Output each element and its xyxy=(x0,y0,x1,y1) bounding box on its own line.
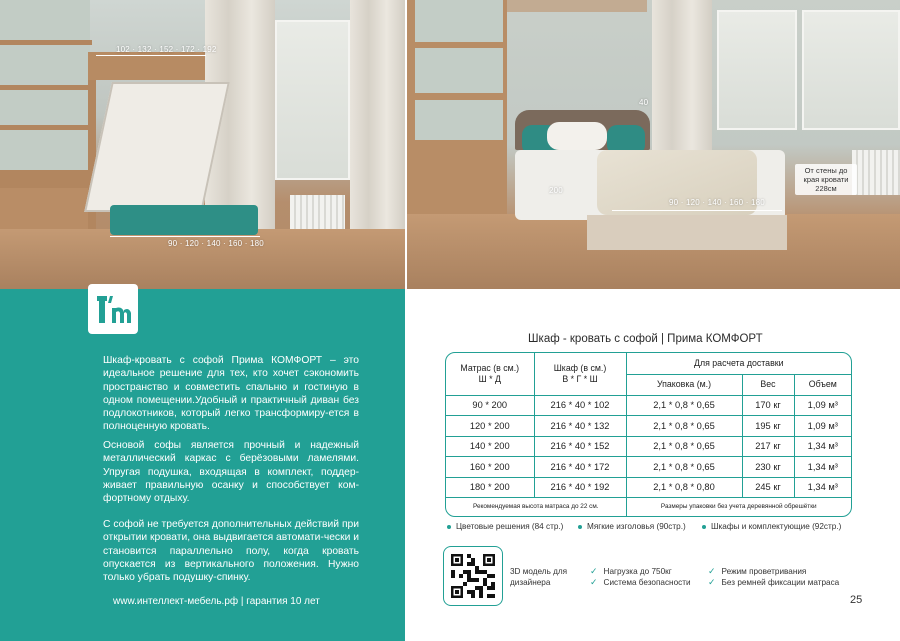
cell-wardrobe: 216 * 40 * 102 xyxy=(534,395,626,416)
link-wardrobes-label: Шкафы и комплектующие (92стр.) xyxy=(711,522,842,531)
cell-volume: 1,34 м³ xyxy=(794,436,851,457)
dims-bed-label: 90 · 120 · 140 · 160 · 180 xyxy=(669,198,765,207)
link-wardrobes[interactable] xyxy=(702,522,841,531)
bullet-icon xyxy=(447,525,451,529)
cell-pack: 2,1 * 0,8 * 0,65 xyxy=(626,395,742,416)
feature-ventilation: ✓ Режим проветривания xyxy=(708,566,807,576)
check-icon: ✓ xyxy=(708,577,716,587)
brand-logo xyxy=(88,284,138,334)
table-title: Шкаф - кровать с софой | Прима КОМФОРТ xyxy=(528,333,763,345)
description-paragraph-2: Основой софы является прочный и надежный металлический каркас с берёзовыми ламелями. Упругая подушка, входящая в комплект, поддер-живает правильную осанку и способствует ком-фортному отдыху. xyxy=(103,440,359,505)
bullet-icon xyxy=(702,525,706,529)
cell-volume: 1,09 м³ xyxy=(794,395,851,416)
cell-volume: 1,34 м³ xyxy=(794,457,851,478)
description-paragraph-1: Шкаф-кровать с софой Прима КОМФОРТ – это идеальное решение для тех, кто хочет сэкономить пространство и совместить спальню и гостиную в одном помещении.Удобный и практичный диван без подлокотников, который легко трансформиру-ется в полноценную кровать. xyxy=(103,355,359,433)
cell-mattress: 90 * 200 xyxy=(446,395,534,416)
check-icon: ✓ xyxy=(590,577,598,587)
header-pack: Упаковка (м.) xyxy=(626,374,742,395)
table-row xyxy=(446,395,851,416)
feature-no-belts: ✓ Без ремней фиксации матраса xyxy=(708,577,840,587)
footnote-mattress-height: Рекомендуемая высота матраса до 22 см. xyxy=(446,498,626,516)
link-soft-headboards[interactable] xyxy=(578,522,686,531)
cell-wardrobe: 216 * 40 * 132 xyxy=(534,416,626,437)
table-row xyxy=(446,457,851,478)
cell-wardrobe: 216 * 40 * 192 xyxy=(534,477,626,498)
cell-mattress: 180 * 200 xyxy=(446,477,534,498)
link-colors-label: Цветовые решения (84 стр.) xyxy=(456,522,564,531)
header-wardrobe: Шкаф (в см.) В * Г * Ш xyxy=(534,353,626,395)
feature-safety: ✓ Система безопасности xyxy=(590,577,691,587)
wall-distance-note: От стены до края кровати 228см xyxy=(795,164,857,195)
cell-mattress: 140 * 200 xyxy=(446,436,534,457)
link-colors[interactable] xyxy=(447,522,563,531)
qr-icon xyxy=(451,554,495,598)
cell-weight: 230 кг xyxy=(742,457,794,478)
dims-top-right-label: 40 xyxy=(639,98,649,107)
spec-table xyxy=(445,352,852,517)
cell-wardrobe: 216 * 40 * 152 xyxy=(534,436,626,457)
table-row xyxy=(446,477,851,498)
header-mattress: Матрас (в см.) Ш * Д xyxy=(446,353,534,395)
cell-weight: 195 кг xyxy=(742,416,794,437)
photo-folded-bed xyxy=(0,0,405,289)
table-row xyxy=(446,416,851,437)
dims-bottom-label: 90 · 120 · 140 · 160 · 180 xyxy=(168,239,264,248)
footnote-packaging: Размеры упаковки без учета деревянной обрешётки xyxy=(626,498,851,516)
feature-3d-model: 3D модель для дизайнера xyxy=(510,567,568,587)
table-row xyxy=(446,436,851,457)
website-guarantee[interactable]: www.интеллект-мебель.рф | гарантия 10 лет xyxy=(113,596,320,607)
page-number: 25 xyxy=(850,594,863,606)
header-delivery: Для расчета доставки xyxy=(626,353,851,374)
cell-volume: 1,09 м³ xyxy=(794,416,851,437)
photo-open-bed xyxy=(407,0,900,289)
header-volume: Объем xyxy=(794,374,851,395)
feature-load: ✓ Нагрузка до 750кг xyxy=(590,566,672,576)
cell-weight: 170 кг xyxy=(742,395,794,416)
check-icon: ✓ xyxy=(590,566,598,576)
cell-mattress: 160 * 200 xyxy=(446,457,534,478)
logo-icon xyxy=(88,284,138,334)
cell-volume: 1,34 м³ xyxy=(794,477,851,498)
dims-side-label: 200 xyxy=(549,186,563,195)
cell-mattress: 120 * 200 xyxy=(446,416,534,437)
cell-weight: 245 кг xyxy=(742,477,794,498)
cell-pack: 2,1 * 0,8 * 0,65 xyxy=(626,416,742,437)
cell-wardrobe: 216 * 40 * 172 xyxy=(534,457,626,478)
bullet-icon xyxy=(578,525,582,529)
cell-weight: 217 кг xyxy=(742,436,794,457)
link-soft-label: Мягкие изголовья (90стр.) xyxy=(587,522,686,531)
description-paragraph-3: С софой не требуется дополнительных действий при открытии кровати, она выдвигается автомати-чески и становится параллельно полу, когда кровать опускается из вертикального положения. Нужно только убрать подушку-спинку. xyxy=(103,519,359,584)
cell-pack: 2,1 * 0,8 * 0,65 xyxy=(626,457,742,478)
check-icon: ✓ xyxy=(708,566,716,576)
cell-pack: 2,1 * 0,8 * 0,80 xyxy=(626,477,742,498)
cell-pack: 2,1 * 0,8 * 0,65 xyxy=(626,436,742,457)
header-weight: Вес xyxy=(742,374,794,395)
qr-code[interactable] xyxy=(443,546,503,606)
dims-top-label: 102 · 132 · 152 · 172 · 192 xyxy=(116,45,217,54)
